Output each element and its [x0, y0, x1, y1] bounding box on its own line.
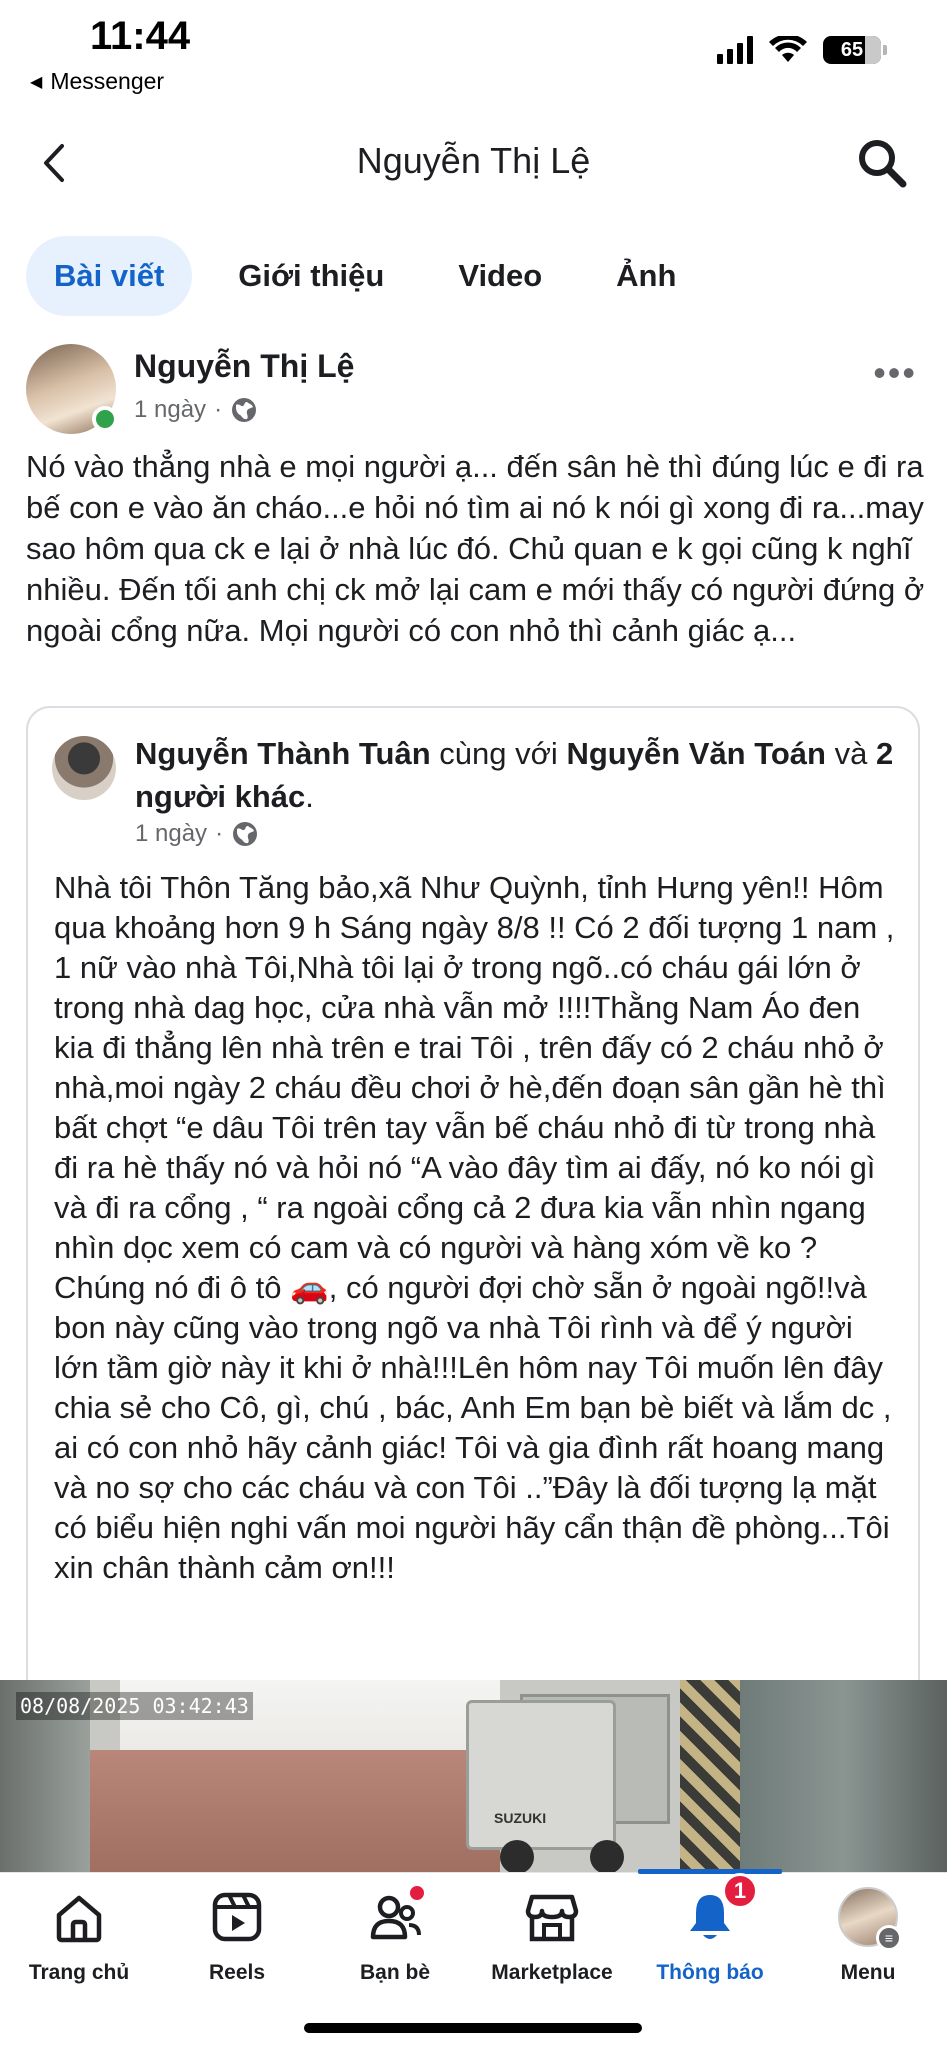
nav-notifications-label: Thông báo [656, 1961, 764, 1984]
nav-menu[interactable] [789, 1887, 947, 1985]
shared-post-time[interactable]: 1 ngày [135, 820, 208, 847]
profile-tabs [26, 236, 704, 316]
status-time: 11:44 [90, 14, 191, 58]
nav-friends[interactable] [316, 1887, 474, 1985]
photo-truck [466, 1700, 616, 1850]
globe-icon [230, 396, 258, 424]
back-app-label: Messenger [50, 68, 165, 94]
meta-separator: · [215, 820, 224, 847]
reels-icon [207, 1887, 267, 1947]
status-indicators [717, 36, 887, 64]
cellular-signal-icon [717, 36, 753, 64]
and-text: và [834, 736, 868, 771]
post-author-avatar[interactable] [26, 344, 116, 434]
shared-post-meta [135, 820, 259, 848]
bottom-navigation [0, 1872, 947, 2048]
post-time[interactable]: 1 ngày [134, 396, 207, 423]
period: . [305, 779, 314, 814]
shared-post-body-text: Nhà tôi Thôn Tăng bảo,xã Như Quỳnh, tỉnh Hưng yên!! Hôm qua khoảng hơn 9 h Sáng ngày 8/8 !! Có 2 đối tượng 1 nam , 1 nữ vào nhà Tôi,Nhà tôi lại ở trong ngõ..có cháu gái lớn ở trong nhà dag học, cửa nhà vẫn mở !!!!Thằng Nam Áo đen kia đi thẳng lên nhà trên e trai Tôi , trên đấy có 2 cháu nhỏ ở nhà,moi ngày 2 cháu đều chơi ở hè,đến đoạn sân gần hè thì bất chợt “e dâu Tôi trên tay vẫn bế cháu nhỏ đi từ trong nhà đi ra hè thấy nó và hỏi nó “A vào đây tìm ai đấy, nó ko nói gì và đi ra cổng , “ ra ngoài cổng cả 2 đưa kia vẫn nhìn ngang nhìn dọc xem có cam và có người và hàng xóm về ko ? Chúng nó đi ô tô 🚗, có người đợi chờ sẵn ở ngoài ngõ!!và bon này cũng vào trong ngõ va nhà Tôi rình và để ý người lớn tầm giờ này it khi ở nhà!!!Lên hôm nay Tôi muốn lên đây chia sẻ cho Cô, gì, chú , bác, Anh Em bạn bè biết và lắm dc , ai có con nhỏ hãy cảnh giác! Tôi và gia đình rất hoang mang và no sợ cho các cháu và con Tôi ..”Đây là đối tượng lạ mặt có biểu hiện nghi vấn moi người hãy cẩn thận đề phòng...Tôi xin chân thành cảm ơn!!! [54, 870, 895, 1585]
meta-separator: · [214, 396, 223, 423]
with-text: cùng với [439, 736, 558, 771]
nav-marketplace[interactable] [473, 1887, 631, 1985]
nav-home-label: Trang chủ [28, 1961, 130, 1984]
post-body-text: Nó vào thẳng nhà e mọi người ạ... đến sân hè thì đúng lúc e đi ra bế con e vào ăn cháo...e hỏi nó tìm ai nó k nói gì xong đi ra...may sao hôm qua ck e lại ở nhà lúc đó. Chủ quan e k gọi cũng k nghĩ nhiều. Đến tối anh chị ck mở lại cam e mới thấy có người đứng ở ngoài cổng nữa. Mọi người có con nhỏ thì cảnh giác ạ... [26, 449, 925, 648]
post-author-name[interactable]: Nguyễn Thị Lệ [134, 348, 355, 384]
cctv-timestamp: 08/08/2025 03:42:43 [16, 1692, 253, 1720]
bell-icon-wrap [680, 1878, 747, 1947]
back-triangle-icon: ◀ [30, 73, 43, 91]
menu-lines-icon: ≡ [876, 1925, 902, 1951]
more-options-icon[interactable]: ••• [873, 352, 917, 393]
nav-friends-label: Bạn bè [359, 1961, 430, 1984]
wifi-icon [769, 36, 807, 64]
cctv-photo[interactable] [0, 1680, 947, 1872]
tagged-person-name[interactable]: Nguyễn Văn Toán [566, 736, 826, 771]
globe-icon [231, 820, 259, 848]
search-icon[interactable] [855, 136, 909, 190]
friends-notification-dot [407, 1883, 427, 1903]
tab-posts[interactable]: Bài viết [26, 236, 192, 316]
shared-post-card[interactable] [26, 706, 920, 1706]
nav-menu-label: Menu [840, 1961, 896, 1984]
photo-floor [60, 1750, 500, 1872]
status-bar [0, 0, 947, 100]
page-title: Nguyễn Thị Lệ [356, 140, 591, 181]
photo-tiled-pillar [680, 1680, 740, 1872]
battery-level: 65 [840, 38, 864, 61]
truck-wheel [590, 1840, 624, 1872]
photo-right-wall [740, 1680, 947, 1872]
nav-home[interactable] [0, 1887, 158, 1985]
friends-icon-wrap [365, 1887, 425, 1947]
nav-reels[interactable] [158, 1887, 316, 1985]
battery-tip [883, 45, 887, 55]
others-link[interactable]: 2 người khác [135, 736, 894, 814]
online-status-dot [92, 406, 118, 432]
home-indicator-bar[interactable] [304, 2023, 642, 2033]
shared-author-name[interactable]: Nguyễn Thành Tuân [135, 736, 431, 771]
shared-post-header [135, 732, 905, 818]
active-tab-indicator [638, 1869, 782, 1874]
tab-photos[interactable]: Ảnh [616, 258, 677, 293]
truck-brand-label: SUZUKI [494, 1810, 547, 1826]
nav-reels-label: Reels [208, 1961, 266, 1984]
post-meta [134, 396, 258, 424]
marketplace-icon [522, 1887, 582, 1947]
profile-header [0, 120, 947, 206]
battery-icon [823, 36, 881, 64]
nav-notifications[interactable] [631, 1878, 789, 1985]
back-to-app-link[interactable] [30, 68, 164, 95]
truck-wheel [500, 1840, 534, 1872]
shared-author-avatar[interactable] [52, 736, 116, 800]
home-icon [49, 1887, 109, 1947]
tab-about[interactable]: Giới thiệu [238, 258, 385, 293]
nav-marketplace-label: Marketplace [491, 1961, 613, 1984]
menu-avatar [838, 1887, 898, 1947]
notifications-badge: 1 [722, 1873, 758, 1909]
tab-video[interactable]: Video [458, 258, 543, 293]
